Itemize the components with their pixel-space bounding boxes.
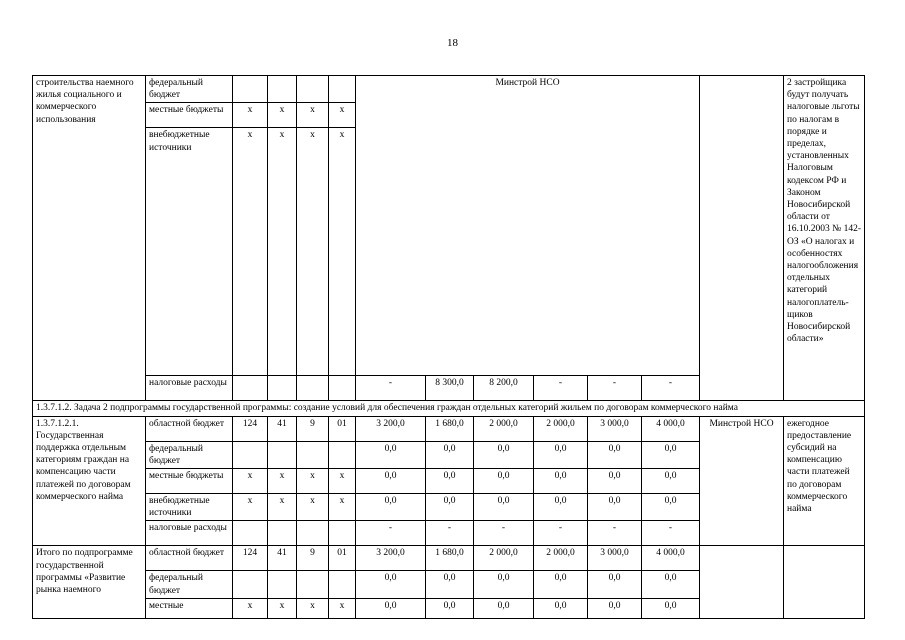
code-cell — [233, 521, 268, 546]
result-cell: 2 застройщика будут получать налоговые льготы по налогам в порядке и пределах, установленных Налоговым кодексом РФ и Законом Новосибирской области от 16.10.2003 № 142-ОЗ «О налогах и особенностях налогообложения отдельных категорий налогоплатель-щиков Новосибирской области» — [784, 76, 865, 401]
value-cell: - — [474, 521, 534, 546]
code-cell: x — [233, 103, 268, 128]
value-cell: - — [534, 376, 588, 401]
funding-source: налоговые расходы — [146, 521, 233, 546]
value-cell: - — [588, 376, 642, 401]
value-cell: - — [642, 521, 700, 546]
value-cell: 0,0 — [356, 494, 426, 521]
value-cell: 3 000,0 — [588, 546, 642, 571]
code-cell — [268, 76, 297, 103]
value-cell: 0,0 — [426, 598, 474, 618]
value-cell: 3 000,0 — [588, 416, 642, 441]
code-cell — [233, 76, 268, 103]
executor-cell: Минстрой НСО — [356, 76, 700, 376]
code-cell: 9 — [297, 416, 329, 441]
code-cell — [297, 76, 329, 103]
value-cell: 3 200,0 — [356, 416, 426, 441]
result-cell: ежегодное предоставление субсидий на компенсацию части платежей по договорам коммерческого найма — [784, 416, 865, 546]
table-row — [33, 546, 865, 571]
empty-cell — [700, 76, 784, 401]
value-cell: 0,0 — [642, 598, 700, 618]
value-cell: 0,0 — [474, 598, 534, 618]
code-cell — [297, 571, 329, 598]
value-cell: 0,0 — [474, 494, 534, 521]
value-cell: 0,0 — [356, 571, 426, 598]
funding-source: местные бюджеты — [146, 103, 233, 128]
code-cell — [233, 441, 268, 468]
event-name-cell: 1.3.7.1.2.1. Государственная поддержка отдельным категориям граждан на компенсацию части платежей по договорам коммерческого найма — [33, 416, 146, 546]
value-cell: 0,0 — [534, 571, 588, 598]
value-cell: 4 000,0 — [642, 416, 700, 441]
code-cell: x — [297, 469, 329, 494]
value-cell: 0,0 — [588, 598, 642, 618]
section-header: 1.3.7.1.2. Задача 2 подпрограммы государственной программы: создание условий для обеспечения граждан отдельных категорий жильем по договорам коммерческого найма — [33, 401, 865, 416]
table-row — [33, 416, 865, 441]
code-cell — [329, 76, 356, 103]
value-cell: 3 200,0 — [356, 546, 426, 571]
funding-source: местные бюджеты — [146, 469, 233, 494]
executor-cell: Минстрой НСО — [700, 416, 784, 546]
code-cell — [268, 571, 297, 598]
value-cell: 0,0 — [642, 469, 700, 494]
code-cell: x — [329, 128, 356, 376]
value-cell: 0,0 — [426, 494, 474, 521]
value-cell: 0,0 — [474, 469, 534, 494]
value-cell: 8 200,0 — [474, 376, 534, 401]
funding-source: налоговые расходы — [146, 376, 233, 401]
code-cell — [329, 376, 356, 401]
value-cell: 1 680,0 — [426, 416, 474, 441]
value-cell: - — [588, 521, 642, 546]
code-cell — [297, 376, 329, 401]
code-cell — [268, 521, 297, 546]
value-cell: 8 300,0 — [426, 376, 474, 401]
value-cell: 0,0 — [474, 441, 534, 468]
code-cell: 124 — [233, 546, 268, 571]
funding-source: федеральный бюджет — [146, 571, 233, 598]
value-cell: - — [356, 376, 426, 401]
funding-source: внебюджетные источники — [146, 494, 233, 521]
value-cell: 0,0 — [534, 494, 588, 521]
code-cell — [329, 521, 356, 546]
funding-source: областной бюджет — [146, 416, 233, 441]
value-cell: 0,0 — [356, 469, 426, 494]
code-cell: x — [297, 598, 329, 618]
empty-cell — [700, 546, 784, 618]
event-name-cell: Итого по подпрограмме государственной программы «Развитие рынка наемного — [33, 546, 146, 618]
code-cell: 01 — [329, 416, 356, 441]
value-cell: 2 000,0 — [474, 546, 534, 571]
value-cell: 2 000,0 — [534, 416, 588, 441]
value-cell: 0,0 — [588, 494, 642, 521]
value-cell: 0,0 — [534, 441, 588, 468]
value-cell: 2 000,0 — [534, 546, 588, 571]
funding-source: федеральный бюджет — [146, 76, 233, 103]
value-cell: 0,0 — [642, 571, 700, 598]
value-cell: 0,0 — [426, 469, 474, 494]
value-cell: - — [534, 521, 588, 546]
value-cell: - — [356, 521, 426, 546]
code-cell: x — [268, 494, 297, 521]
code-cell: 41 — [268, 546, 297, 571]
value-cell: 4 000,0 — [642, 546, 700, 571]
value-cell: 0,0 — [426, 571, 474, 598]
code-cell: x — [297, 494, 329, 521]
value-cell: 0,0 — [356, 598, 426, 618]
code-cell: 9 — [297, 546, 329, 571]
code-cell — [297, 521, 329, 546]
value-cell: 0,0 — [642, 494, 700, 521]
code-cell — [329, 571, 356, 598]
value-cell: 0,0 — [534, 469, 588, 494]
code-cell: x — [233, 128, 268, 376]
code-cell: x — [233, 598, 268, 618]
value-cell: 0,0 — [474, 571, 534, 598]
code-cell — [329, 441, 356, 468]
code-cell: x — [329, 494, 356, 521]
value-cell: 0,0 — [588, 469, 642, 494]
program-table — [32, 75, 865, 619]
value-cell: 0,0 — [642, 441, 700, 468]
code-cell: x — [268, 103, 297, 128]
funding-source: областной бюджет — [146, 546, 233, 571]
code-cell: x — [268, 469, 297, 494]
funding-source: местные — [146, 598, 233, 618]
code-cell: x — [297, 103, 329, 128]
code-cell: x — [297, 128, 329, 376]
empty-cell — [784, 546, 865, 618]
code-cell — [268, 441, 297, 468]
event-name-cell: строительства наемного жилья социального и коммерческого использования — [33, 76, 146, 401]
code-cell: x — [329, 469, 356, 494]
funding-source: внебюджетные источники — [146, 128, 233, 376]
code-cell: 41 — [268, 416, 297, 441]
code-cell: x — [268, 128, 297, 376]
value-cell: 0,0 — [534, 598, 588, 618]
code-cell: 124 — [233, 416, 268, 441]
table-row — [33, 76, 865, 103]
value-cell: 0,0 — [588, 571, 642, 598]
page-number: 18 — [447, 37, 458, 49]
code-cell — [233, 376, 268, 401]
value-cell: 0,0 — [426, 441, 474, 468]
code-cell: x — [233, 494, 268, 521]
value-cell: - — [426, 521, 474, 546]
code-cell: x — [329, 103, 356, 128]
funding-source: федеральный бюджет — [146, 441, 233, 468]
value-cell: - — [642, 376, 700, 401]
code-cell: 01 — [329, 546, 356, 571]
value-cell: 0,0 — [356, 441, 426, 468]
code-cell — [233, 571, 268, 598]
value-cell: 2 000,0 — [474, 416, 534, 441]
value-cell: 1 680,0 — [426, 546, 474, 571]
code-cell: x — [329, 598, 356, 618]
code-cell — [297, 441, 329, 468]
table-row — [33, 401, 865, 416]
value-cell: 0,0 — [588, 441, 642, 468]
code-cell: x — [268, 598, 297, 618]
code-cell — [268, 376, 297, 401]
code-cell: x — [233, 469, 268, 494]
